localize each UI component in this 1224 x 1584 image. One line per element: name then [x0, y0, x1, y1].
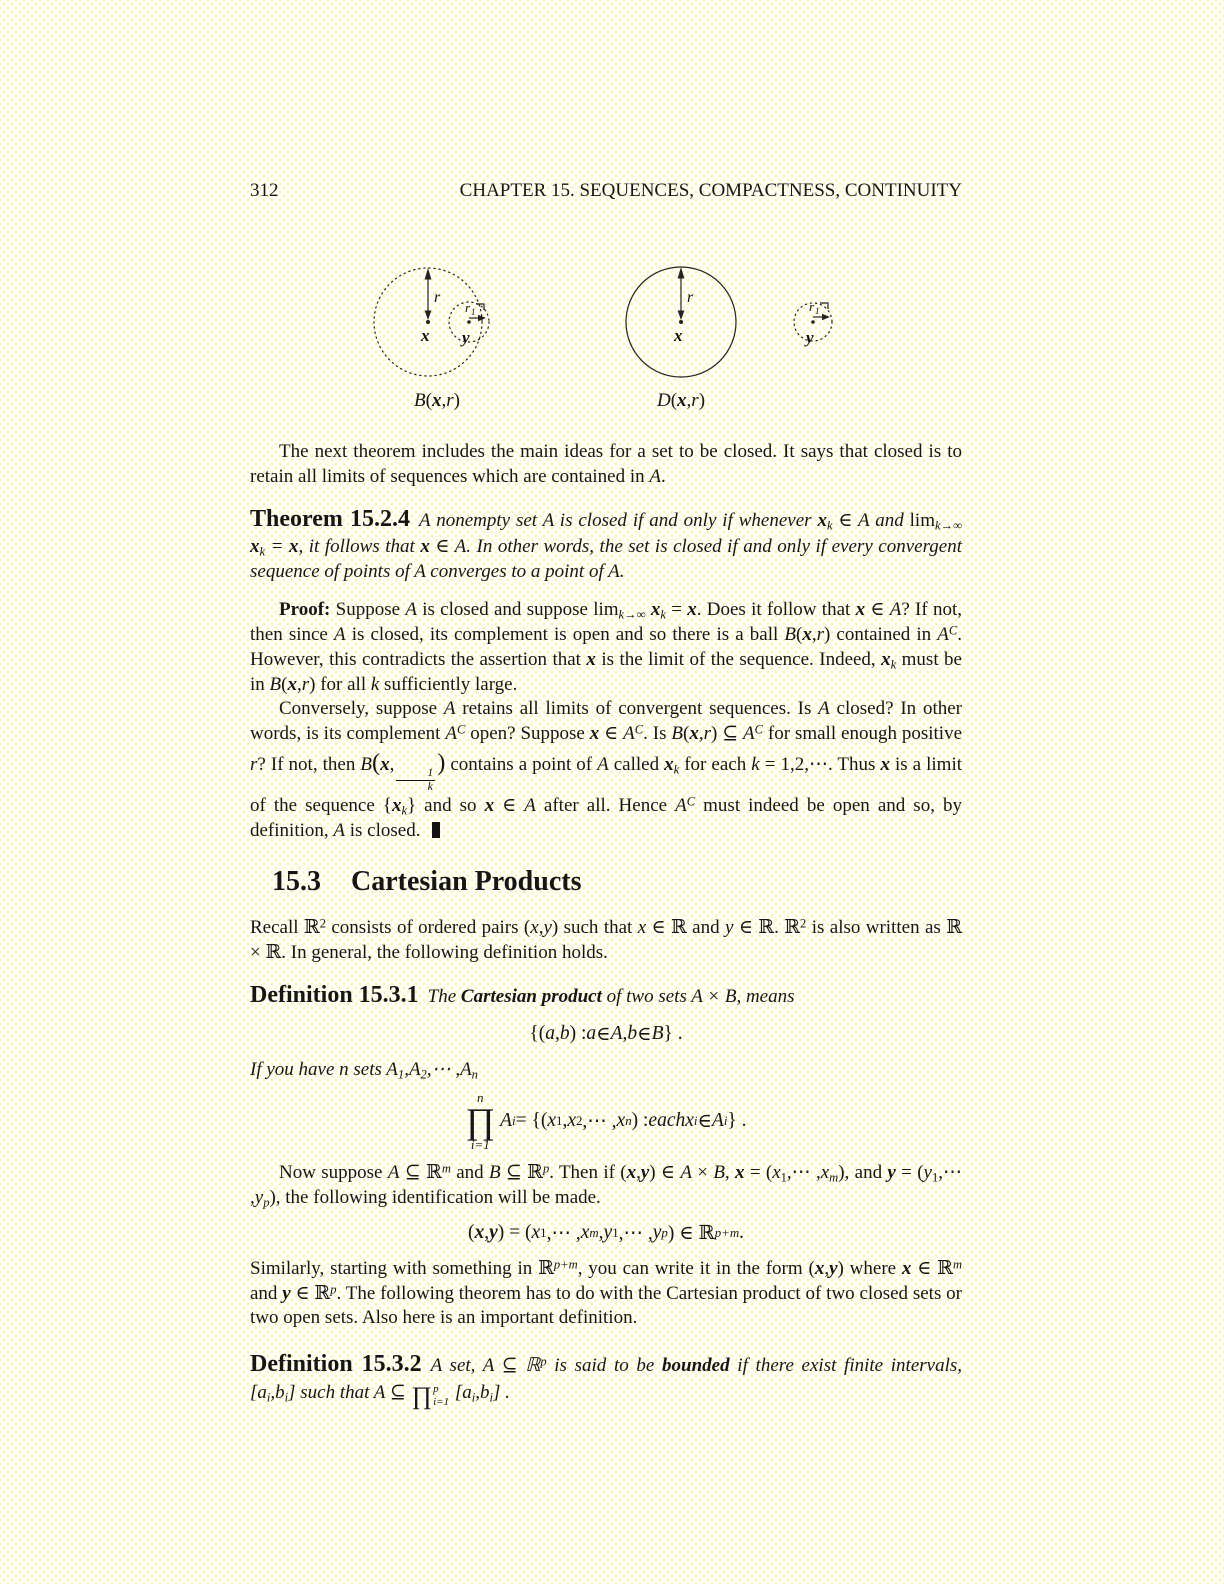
- arrowhead-down-icon: [425, 311, 432, 321]
- conversely-paragraph: Conversely, suppose A retains all limits of convergent sequences. Is A closed? In other words, is its complement $A^C$ open? Suppose x ∈ $A^C$. Is B(x,r) ⊆ $A^C$ for small enough positive r? If not, then B(x, $\frac{1}{k}$ ) contains a point of A called $x_k$ for each k = 1,2,⋯. Thus x is a limit of the sequence $\{x_k\}$ and so x ∈ A after all. Hence $A^C$ must indeed be open and so, by definition, A is closed.: [250, 698, 963, 841]
- center-label-x: x: [674, 326, 683, 345]
- set-builder-equation: {( a , b ) : a ∈ A , b ∈ B } .: [529, 1022, 683, 1045]
- center-point-y: [467, 320, 471, 324]
- open-ball-panel: [366, 256, 508, 412]
- closed-disk-diagram: [620, 256, 742, 388]
- running-head-title: CHAPTER 15. SEQUENCES, COMPACTNESS, CONTINUITY: [459, 180, 962, 201]
- closed-disk-caption: D(x,r): [656, 390, 706, 411]
- small-radius-sub: 1: [471, 307, 476, 317]
- arrowhead-down-icon: [678, 311, 685, 321]
- theorem-heading: Theorem 15.2.4: [250, 505, 411, 532]
- small-radius-label: r: [809, 299, 815, 314]
- definition-body: A set, A ⊆ ℝ$^p$ is said to be bounded if there exist finite intervals, $[a_i,b_i]$ such that A ⊆ ∏ p i=1 $[a_i,b_i]$ .: [250, 1354, 963, 1410]
- definition-15-3-1: [250, 980, 962, 1011]
- similarly-paragraph: Similarly, starting with something in ℝ$^{p+m}$, you can write it in the form (x,y) where x ∈ ℝ$^m$ and y ∈ ℝ$^p$. The following theorem has to do with the Cartesian product of two closed sets or two open sets. Also here is an important definition.: [250, 1257, 963, 1329]
- recall-paragraph: Recall ℝ$^2$ consists of ordered pairs (x,y) such that x ∈ ℝ and y ∈ ℝ. ℝ$^2$ is also written as ℝ × ℝ. In general, the following definition holds.: [250, 916, 962, 963]
- definition-heading: Definition 15.3.2: [250, 1351, 422, 1378]
- intro-paragraph: The next theorem includes the main ideas for a set to be closed. It says that closed is to retain all limits of sequences which are contained in A.: [250, 441, 962, 487]
- now-suppose-paragraph: Now suppose A ⊆ ℝ$^m$ and B ⊆ ℝ$^p$. Then if (x,y) ∈ A × B, $x = (x_1,\cdots$ $,x_m$), and $y = (y_1,\cdots$ $,y_p$), the following identification will be made.: [250, 1161, 962, 1210]
- center-point-x: [679, 320, 683, 324]
- page-number: 312: [250, 180, 279, 201]
- corner-mark: [820, 303, 828, 309]
- center-point-y: [811, 320, 815, 324]
- radius-label: r: [687, 289, 694, 306]
- center-point-x: [426, 320, 430, 324]
- if-you-have-line: If you have n sets $A_1,A_2,\cdots$ $,A_n$: [250, 1058, 478, 1082]
- theorem-body: A nonempty set A is closed if and only if whenever $x_k$ ∈ A and $\lim_{k\to\infty} x_k = x$, it follows that x ∈ A. In other words, the set is closed if and only if every convergent sequence of points of A converges to a point of A.: [250, 509, 963, 583]
- balls-figure: [250, 256, 962, 412]
- center-label-y: y: [462, 328, 470, 347]
- section-number: 15.3: [272, 865, 321, 897]
- arrowhead-up-icon: [678, 267, 685, 279]
- running-header: [250, 180, 962, 202]
- radius-label: r: [434, 289, 441, 306]
- small-ball-diagram: [788, 256, 846, 388]
- center-label-x: x: [421, 326, 430, 345]
- definition-heading: Definition 15.3.1: [250, 982, 419, 1009]
- small-ball-panel: [788, 256, 846, 388]
- section-heading: [272, 866, 962, 898]
- identification-equation: ( x , y ) = ( x 1 ,⋯ , x m , y 1 ,⋯ , y p ) ∈ ℝ p+m .: [467, 1221, 745, 1244]
- open-ball-diagram: [366, 256, 508, 388]
- section-title: Cartesian Products: [351, 865, 582, 897]
- arrowhead-right-icon: [822, 314, 830, 320]
- definition-15-3-2: [250, 1349, 962, 1409]
- closed-disk-panel: [620, 256, 742, 412]
- product-equation: n ∏ i=1 A i = {( x 1 , x 2 ,⋯ , x n ) : each x i ∈ A i } .: [465, 1089, 747, 1152]
- center-label-y: y: [806, 328, 814, 347]
- proof-paragraph: Proof: Suppose A is closed and suppose $\lim_{k\to\infty} x_k = x$. Does it follow that x ∈ A? If not, then since A is closed, its complement is open and so there is a ball B(x,r) contained in $A^C$. However, this contradicts the assertion that x is the limit of the sequence. Indeed, $x_k$ must be in B(x,r) for all k sufficiently large.: [250, 598, 962, 695]
- arrowhead-up-icon: [425, 268, 432, 280]
- theorem-15-2-4: [250, 504, 962, 585]
- small-radius-sub: 1: [815, 306, 820, 316]
- definition-body: The Cartesian product of two sets A × B, means: [427, 986, 795, 1008]
- small-radius-label: r: [465, 300, 471, 315]
- open-ball-caption: B(x,r): [414, 390, 460, 411]
